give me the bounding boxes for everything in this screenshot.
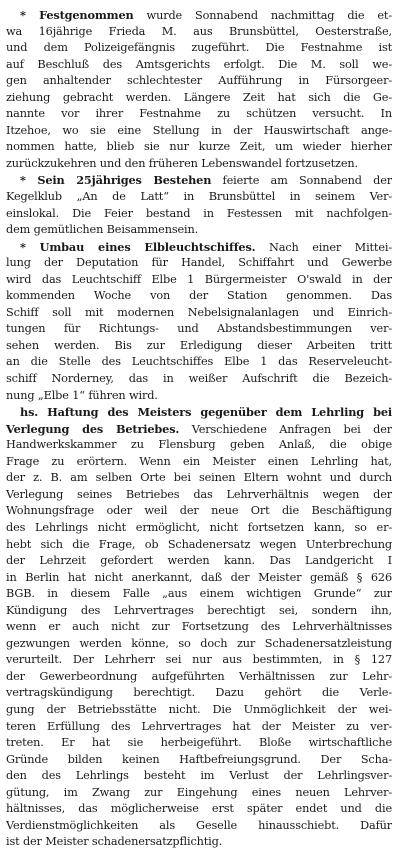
text-line: [6, 172, 392, 189]
text-line: Kegelklub „An de Latt“ in Brunsbüttel in seinem Ver-: [6, 190, 392, 204]
headline-continuation: Verlegung des Betriebes.: [6, 421, 180, 436]
paragraph-lead: hs. Haftung des Meisters gegenüber dem Lehrling bei: [20, 405, 392, 420]
text-line: den des Lehrlings besteht im Verlust der Lehrlingsver-: [6, 769, 392, 783]
paragraph-lead: * Umbau eines Elbleuchtschiffes.: [20, 239, 256, 254]
text-line: gung der Betriebsstätte nicht. Die Unmöglichkeit der wei-: [6, 702, 392, 716]
text-line: schiff Norderney, das in weißer Aufschrift die Bezeich-: [6, 372, 392, 386]
text-line: Verlegung seines Betriebes das Lehrverhältnis wegen der: [6, 487, 392, 501]
text-line: dem gemütlichen Beisammensein.: [6, 223, 199, 237]
text-line: [6, 404, 392, 421]
text-line: der Lehrzeit gefordert werden kann. Das Landgericht I: [6, 554, 392, 568]
paragraph-lead: * Sein 25jähriges Bestehen: [20, 173, 212, 188]
text-line: [6, 7, 392, 24]
text-line: und dem Polizeigefängnis zugeführt. Die Festnahme ist: [6, 41, 392, 55]
text-line: Schiff soll mit modernen Nebelsignalanlagen und Einrich-: [6, 305, 392, 319]
text-line: vertragskündigung berechtigt. Dazu gehört die Verle-: [6, 686, 392, 700]
text-line: treten. Er hat sie herbeigeführt. Bloße wirtschaftliche: [6, 736, 392, 750]
text-line: Kündigung des Lehrvertrages berechtigt sei, sondern ihn,: [6, 603, 392, 617]
line-text: feierte am Sonnabend der: [211, 174, 392, 188]
text-line: einslokal. Die Feier bestand in Festessen mit nachfolgen-: [6, 206, 392, 220]
text-line: gezwungen werden könne, so doch zur Schadenersatzleistung: [6, 636, 392, 650]
text-line: wird das Leuchtschiff Elbe 1 Bürgermeister O'swald in der: [6, 272, 392, 286]
text-line: hältnisses, das möglicherweise erst später endet und die: [6, 802, 392, 816]
text-line: tungen für Richtungs- und Abstandsbestimmungen ver-: [6, 322, 392, 336]
text-line: BGB. in diesem Falle „aus einem wichtigen Grunde“ zur: [6, 587, 392, 601]
text-line: wa 16jährige Frieda M. aus Brunsbüttel, Oesterstraße,: [6, 24, 392, 38]
text-line: verurteilt. Der Lehrherr sei nur aus bestimmten, in § 127: [6, 653, 392, 667]
text-line: ziehung gebracht werden. Längere Zeit hat sich die Ge-: [6, 90, 392, 104]
text-line: auf Beschluß des Amtsgerichts erfolgt. Die M. soll we-: [6, 57, 392, 71]
text-line: hebt sich die Frage, ob Schadenersatz wegen Unterbrechung: [6, 537, 392, 551]
paragraph-lead: * Festgenommen: [20, 8, 134, 22]
text-line: kommenden Woche von der Station genommen. Das: [6, 289, 392, 303]
line-text: wurde Sonnabend nachmittag die et-: [133, 9, 392, 22]
text-line: Gründe bilden keinen Haftbefreiungsgrund. Der Scha-: [6, 752, 392, 766]
text-line: zurückzukehren und den früheren Lebenswandel fortzusetzen.: [6, 156, 358, 170]
text-line: Verdienstmöglichkeiten als Geselle hinausschiebt. Dafür: [6, 818, 392, 832]
text-line: nannte vor ihrer Festnahme zu schützen versucht. In: [6, 107, 392, 121]
text-line: an die Stelle des Leuchtschiffes Elbe 1 das Reserveleucht-: [6, 355, 392, 369]
text-line: nung „Elbe 1“ führen wird.: [6, 388, 158, 402]
text-line: [6, 239, 392, 256]
line-text: Nach einer Mittei-: [255, 240, 392, 254]
text-line: der Gewerbeordnung aufgeführten Verhältnissen zur Lehr-: [6, 669, 392, 683]
text-line: der z. B. am selben Orte bei seinen Eltern wohnt und durch: [6, 471, 392, 485]
text-line: lung der Deputation für Handel, Schiffahrt und Gewerbe: [6, 256, 392, 270]
text-line: in Berlin hat nicht anerkannt, daß der Meister gemäß § 626: [6, 570, 392, 584]
text-line: sehen werden. Bis zur Erledigung dieser Arbeiten tritt: [6, 338, 392, 352]
text-line: Wohnungsfrage oder weil der neue Ort die Beschäftigung: [6, 504, 392, 518]
article-paragraph: [6, 404, 392, 851]
text-line: gütung, im Zwang zur Eingehung eines neuen Lehrver-: [6, 785, 392, 799]
text-line: Itzehoe, wo sie eine Stellung in der Hauswirtschaft ange-: [6, 123, 392, 137]
article-paragraph: [6, 172, 392, 238]
text-line: des Lehrlings nicht ermöglicht, nicht fortsetzen kann, so er-: [6, 520, 392, 534]
article-paragraph: [6, 7, 392, 172]
text-line: gen anhaltender schlechtester Aufführung in Fürsorgeer-: [6, 74, 392, 88]
text-line: nommen hatte, blieb sie nur kurze Zeit, um wieder hierher: [6, 140, 392, 154]
text-line: wenn er auch nicht zur Fortsetzung des Lehrverhältnisses: [6, 620, 392, 634]
line-text: Verschiedene Anfragen bei der: [179, 422, 392, 436]
article-paragraph: [6, 239, 392, 404]
text-line: Frage zu erörtern. Wenn ein Meister einen Lehrling hat,: [6, 454, 392, 468]
text-line: Handwerkskammer zu Flensburg geben Anlaß, die obige: [6, 438, 392, 452]
text-line: teren Erfüllung des Lehrvertrages hat der Meister zu ver-: [6, 719, 392, 733]
text-line: [6, 421, 392, 438]
text-line: ist der Meister schadenersatzpflichtig.: [6, 835, 223, 849]
